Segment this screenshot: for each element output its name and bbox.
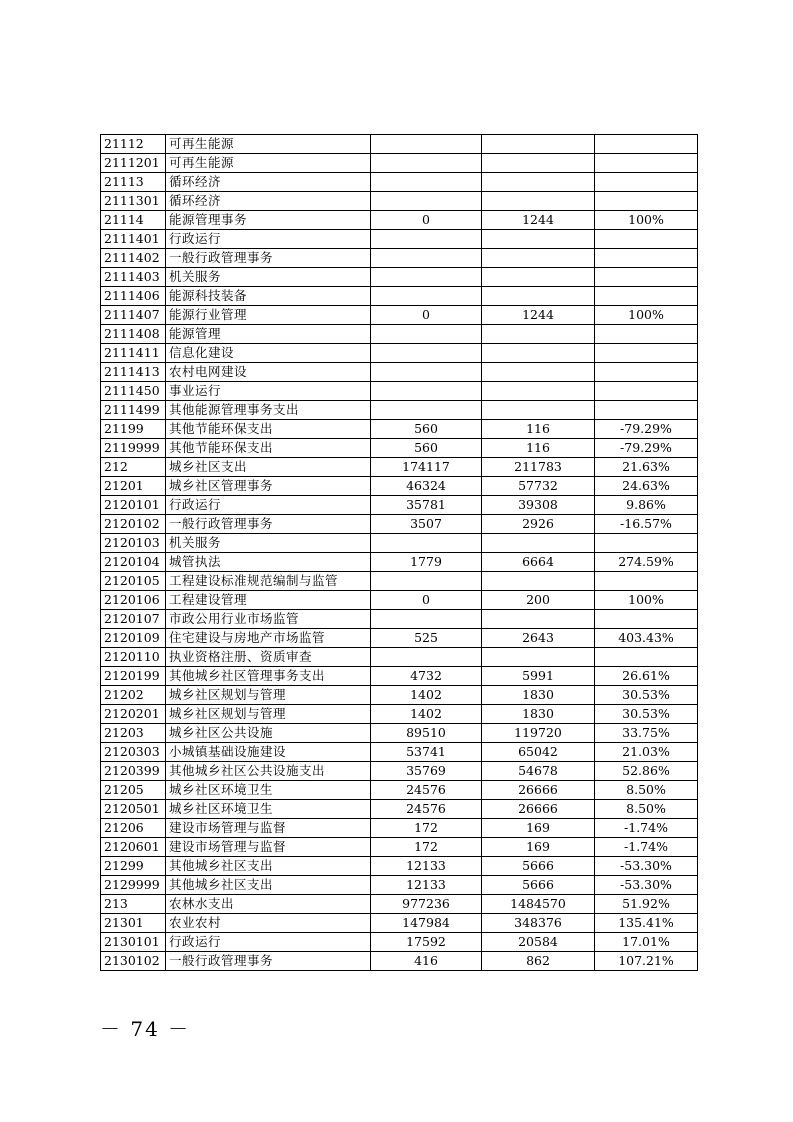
code-cell: 2120303 xyxy=(101,743,166,762)
table-row xyxy=(101,705,698,724)
code-cell: 21206 xyxy=(101,819,166,838)
table-row xyxy=(101,800,698,819)
name-cell: 可再生能源 xyxy=(166,154,371,173)
change-cell xyxy=(595,154,698,173)
table-row xyxy=(101,173,698,192)
name-cell: 城乡社区规划与管理 xyxy=(166,705,371,724)
change-cell xyxy=(595,610,698,629)
value-cell-1 xyxy=(371,401,482,420)
code-cell: 2111201 xyxy=(101,154,166,173)
value-cell-2: 862 xyxy=(482,952,595,971)
name-cell: 行政运行 xyxy=(166,496,371,515)
code-cell: 2111499 xyxy=(101,401,166,420)
value-cell-1: 12133 xyxy=(371,857,482,876)
name-cell: 其他能源管理事务支出 xyxy=(166,401,371,420)
value-cell-2: 169 xyxy=(482,819,595,838)
name-cell: 能源管理事务 xyxy=(166,211,371,230)
code-cell: 2111406 xyxy=(101,287,166,306)
table-row xyxy=(101,838,698,857)
value-cell-1: 35769 xyxy=(371,762,482,781)
table-row xyxy=(101,572,698,591)
value-cell-2: 1244 xyxy=(482,306,595,325)
name-cell: 工程建设标准规范编制与监管 xyxy=(166,572,371,591)
name-cell: 工程建设管理 xyxy=(166,591,371,610)
value-cell-2: 116 xyxy=(482,439,595,458)
name-cell: 一般行政管理事务 xyxy=(166,952,371,971)
table-row xyxy=(101,325,698,344)
table-row xyxy=(101,952,698,971)
value-cell-2 xyxy=(482,534,595,553)
name-cell: 农林水支出 xyxy=(166,895,371,914)
code-cell: 2120601 xyxy=(101,838,166,857)
change-cell xyxy=(595,249,698,268)
name-cell: 农业农村 xyxy=(166,914,371,933)
change-cell xyxy=(595,572,698,591)
value-cell-1: 1779 xyxy=(371,553,482,572)
name-cell: 其他城乡社区管理事务支出 xyxy=(166,667,371,686)
table-row xyxy=(101,534,698,553)
name-cell: 城乡社区规划与管理 xyxy=(166,686,371,705)
value-cell-2: 2926 xyxy=(482,515,595,534)
name-cell: 其他节能环保支出 xyxy=(166,439,371,458)
value-cell-1: 560 xyxy=(371,439,482,458)
code-cell: 21113 xyxy=(101,173,166,192)
table-row xyxy=(101,895,698,914)
change-cell: -53.30% xyxy=(595,857,698,876)
code-cell: 21205 xyxy=(101,781,166,800)
change-cell: 30.53% xyxy=(595,705,698,724)
table-row xyxy=(101,420,698,439)
value-cell-1: 17592 xyxy=(371,933,482,952)
value-cell-2: 57732 xyxy=(482,477,595,496)
change-cell xyxy=(595,192,698,211)
table-row xyxy=(101,439,698,458)
value-cell-2: 169 xyxy=(482,838,595,857)
value-cell-2 xyxy=(482,401,595,420)
code-cell: 2130102 xyxy=(101,952,166,971)
value-cell-1: 172 xyxy=(371,838,482,857)
value-cell-1: 46324 xyxy=(371,477,482,496)
value-cell-1: 1402 xyxy=(371,686,482,705)
name-cell: 机关服务 xyxy=(166,534,371,553)
code-cell: 2111407 xyxy=(101,306,166,325)
code-cell: 21199 xyxy=(101,420,166,439)
value-cell-2: 6664 xyxy=(482,553,595,572)
table-row xyxy=(101,287,698,306)
table-row xyxy=(101,344,698,363)
name-cell: 能源行业管理 xyxy=(166,306,371,325)
table-row xyxy=(101,154,698,173)
table-row xyxy=(101,515,698,534)
value-cell-2: 26666 xyxy=(482,800,595,819)
change-cell: 274.59% xyxy=(595,553,698,572)
value-cell-2 xyxy=(482,610,595,629)
change-cell: 26.61% xyxy=(595,667,698,686)
value-cell-1: 89510 xyxy=(371,724,482,743)
name-cell: 行政运行 xyxy=(166,230,371,249)
value-cell-2: 211783 xyxy=(482,458,595,477)
code-cell: 213 xyxy=(101,895,166,914)
table-row xyxy=(101,192,698,211)
table-row xyxy=(101,914,698,933)
value-cell-1 xyxy=(371,382,482,401)
table-row xyxy=(101,933,698,952)
table-row xyxy=(101,629,698,648)
table-row xyxy=(101,724,698,743)
value-cell-2 xyxy=(482,572,595,591)
table-row xyxy=(101,268,698,287)
value-cell-1: 24576 xyxy=(371,781,482,800)
change-cell xyxy=(595,344,698,363)
value-cell-1 xyxy=(371,287,482,306)
value-cell-1 xyxy=(371,268,482,287)
change-cell xyxy=(595,230,698,249)
name-cell: 循环经济 xyxy=(166,192,371,211)
value-cell-2: 65042 xyxy=(482,743,595,762)
value-cell-1: 416 xyxy=(371,952,482,971)
change-cell: 21.03% xyxy=(595,743,698,762)
table-row xyxy=(101,249,698,268)
table-row xyxy=(101,230,698,249)
name-cell: 行政运行 xyxy=(166,933,371,952)
value-cell-2 xyxy=(482,230,595,249)
value-cell-2 xyxy=(482,287,595,306)
value-cell-1 xyxy=(371,534,482,553)
name-cell: 城乡社区管理事务 xyxy=(166,477,371,496)
value-cell-1 xyxy=(371,648,482,667)
name-cell: 可再生能源 xyxy=(166,135,371,154)
change-cell: 17.01% xyxy=(595,933,698,952)
change-cell: 52.86% xyxy=(595,762,698,781)
value-cell-2 xyxy=(482,192,595,211)
value-cell-2 xyxy=(482,154,595,173)
name-cell: 市政公用行业市场监管 xyxy=(166,610,371,629)
page-number: － 74 － xyxy=(100,1017,191,1041)
value-cell-2: 20584 xyxy=(482,933,595,952)
change-cell xyxy=(595,325,698,344)
change-cell: 403.43% xyxy=(595,629,698,648)
table-row xyxy=(101,667,698,686)
table-row xyxy=(101,610,698,629)
value-cell-1: 172 xyxy=(371,819,482,838)
change-cell: 100% xyxy=(595,306,698,325)
change-cell xyxy=(595,173,698,192)
value-cell-1: 174117 xyxy=(371,458,482,477)
value-cell-2: 39308 xyxy=(482,496,595,515)
value-cell-2 xyxy=(482,268,595,287)
value-cell-1 xyxy=(371,249,482,268)
change-cell xyxy=(595,401,698,420)
code-cell: 212 xyxy=(101,458,166,477)
code-cell: 2120103 xyxy=(101,534,166,553)
table-row xyxy=(101,781,698,800)
change-cell xyxy=(595,287,698,306)
value-cell-2 xyxy=(482,325,595,344)
code-cell: 2111413 xyxy=(101,363,166,382)
table-row xyxy=(101,496,698,515)
name-cell: 城管执法 xyxy=(166,553,371,572)
budget-table xyxy=(100,134,698,971)
table-row xyxy=(101,135,698,154)
value-cell-2: 1830 xyxy=(482,705,595,724)
code-cell: 2111403 xyxy=(101,268,166,287)
table-row xyxy=(101,382,698,401)
table-row xyxy=(101,743,698,762)
value-cell-2: 1244 xyxy=(482,211,595,230)
change-cell xyxy=(595,648,698,667)
value-cell-2 xyxy=(482,249,595,268)
value-cell-1 xyxy=(371,610,482,629)
change-cell: 8.50% xyxy=(595,781,698,800)
value-cell-1: 3507 xyxy=(371,515,482,534)
code-cell: 2111402 xyxy=(101,249,166,268)
change-cell xyxy=(595,268,698,287)
table-body xyxy=(101,135,698,971)
change-cell: -79.29% xyxy=(595,420,698,439)
code-cell: 2111450 xyxy=(101,382,166,401)
change-cell: 135.41% xyxy=(595,914,698,933)
code-cell: 2120102 xyxy=(101,515,166,534)
table-row xyxy=(101,458,698,477)
code-cell: 21299 xyxy=(101,857,166,876)
name-cell: 能源管理 xyxy=(166,325,371,344)
code-cell: 2120101 xyxy=(101,496,166,515)
code-cell: 21112 xyxy=(101,135,166,154)
code-cell: 2120399 xyxy=(101,762,166,781)
change-cell: 33.75% xyxy=(595,724,698,743)
change-cell: 24.63% xyxy=(595,477,698,496)
value-cell-1: 35781 xyxy=(371,496,482,515)
change-cell: 8.50% xyxy=(595,800,698,819)
change-cell xyxy=(595,135,698,154)
value-cell-1 xyxy=(371,344,482,363)
code-cell: 2111301 xyxy=(101,192,166,211)
value-cell-1: 53741 xyxy=(371,743,482,762)
value-cell-1 xyxy=(371,325,482,344)
name-cell: 住宅建设与房地产市场监管 xyxy=(166,629,371,648)
value-cell-1 xyxy=(371,173,482,192)
code-cell: 2111408 xyxy=(101,325,166,344)
table-row xyxy=(101,553,698,572)
change-cell: -16.57% xyxy=(595,515,698,534)
value-cell-1 xyxy=(371,230,482,249)
code-cell: 2120105 xyxy=(101,572,166,591)
name-cell: 能源科技装备 xyxy=(166,287,371,306)
table-row xyxy=(101,648,698,667)
name-cell: 其他节能环保支出 xyxy=(166,420,371,439)
table-row xyxy=(101,211,698,230)
name-cell: 建设市场管理与监督 xyxy=(166,819,371,838)
code-cell: 21301 xyxy=(101,914,166,933)
value-cell-1: 12133 xyxy=(371,876,482,895)
value-cell-2: 5991 xyxy=(482,667,595,686)
code-cell: 2120501 xyxy=(101,800,166,819)
code-cell: 21202 xyxy=(101,686,166,705)
name-cell: 城乡社区环境卫生 xyxy=(166,800,371,819)
change-cell: -79.29% xyxy=(595,439,698,458)
value-cell-1: 24576 xyxy=(371,800,482,819)
value-cell-1: 525 xyxy=(371,629,482,648)
name-cell: 循环经济 xyxy=(166,173,371,192)
name-cell: 机关服务 xyxy=(166,268,371,287)
code-cell: 2120199 xyxy=(101,667,166,686)
value-cell-1 xyxy=(371,192,482,211)
value-cell-1: 977236 xyxy=(371,895,482,914)
change-cell xyxy=(595,534,698,553)
table-row xyxy=(101,477,698,496)
code-cell: 2120201 xyxy=(101,705,166,724)
table-row xyxy=(101,306,698,325)
name-cell: 城乡社区支出 xyxy=(166,458,371,477)
value-cell-2 xyxy=(482,363,595,382)
name-cell: 其他城乡社区公共设施支出 xyxy=(166,762,371,781)
change-cell: 100% xyxy=(595,211,698,230)
code-cell: 21201 xyxy=(101,477,166,496)
change-cell: 30.53% xyxy=(595,686,698,705)
code-cell: 2119999 xyxy=(101,439,166,458)
value-cell-2: 2643 xyxy=(482,629,595,648)
code-cell: 21203 xyxy=(101,724,166,743)
value-cell-2: 116 xyxy=(482,420,595,439)
code-cell: 2111411 xyxy=(101,344,166,363)
value-cell-2: 1830 xyxy=(482,686,595,705)
name-cell: 城乡社区环境卫生 xyxy=(166,781,371,800)
code-cell: 2120104 xyxy=(101,553,166,572)
value-cell-1: 4732 xyxy=(371,667,482,686)
value-cell-1: 560 xyxy=(371,420,482,439)
name-cell: 农村电网建设 xyxy=(166,363,371,382)
value-cell-1: 0 xyxy=(371,211,482,230)
name-cell: 其他城乡社区支出 xyxy=(166,857,371,876)
name-cell: 建设市场管理与监督 xyxy=(166,838,371,857)
value-cell-2 xyxy=(482,648,595,667)
change-cell xyxy=(595,382,698,401)
name-cell: 其他城乡社区支出 xyxy=(166,876,371,895)
code-cell: 21114 xyxy=(101,211,166,230)
table-row xyxy=(101,762,698,781)
code-cell: 2130101 xyxy=(101,933,166,952)
name-cell: 一般行政管理事务 xyxy=(166,515,371,534)
change-cell: -1.74% xyxy=(595,838,698,857)
code-cell: 2129999 xyxy=(101,876,166,895)
name-cell: 执业资格注册、资质审查 xyxy=(166,648,371,667)
name-cell: 小城镇基础设施建设 xyxy=(166,743,371,762)
value-cell-2: 1484570 xyxy=(482,895,595,914)
change-cell xyxy=(595,363,698,382)
value-cell-2: 119720 xyxy=(482,724,595,743)
value-cell-2 xyxy=(482,344,595,363)
value-cell-1 xyxy=(371,363,482,382)
change-cell: 107.21% xyxy=(595,952,698,971)
value-cell-1: 0 xyxy=(371,591,482,610)
name-cell: 信息化建设 xyxy=(166,344,371,363)
table-row xyxy=(101,363,698,382)
code-cell: 2120107 xyxy=(101,610,166,629)
code-cell: 2120106 xyxy=(101,591,166,610)
table-row xyxy=(101,686,698,705)
value-cell-1: 0 xyxy=(371,306,482,325)
name-cell: 一般行政管理事务 xyxy=(166,249,371,268)
value-cell-2: 5666 xyxy=(482,876,595,895)
value-cell-2 xyxy=(482,382,595,401)
code-cell: 2120109 xyxy=(101,629,166,648)
change-cell: -1.74% xyxy=(595,819,698,838)
value-cell-1 xyxy=(371,135,482,154)
value-cell-2: 200 xyxy=(482,591,595,610)
table-row xyxy=(101,876,698,895)
value-cell-1 xyxy=(371,572,482,591)
value-cell-2: 26666 xyxy=(482,781,595,800)
name-cell: 事业运行 xyxy=(166,382,371,401)
value-cell-2: 54678 xyxy=(482,762,595,781)
value-cell-2: 5666 xyxy=(482,857,595,876)
change-cell: 9.86% xyxy=(595,496,698,515)
value-cell-1: 147984 xyxy=(371,914,482,933)
table-row xyxy=(101,591,698,610)
change-cell: 100% xyxy=(595,591,698,610)
table-row xyxy=(101,401,698,420)
code-cell: 2120110 xyxy=(101,648,166,667)
name-cell: 城乡社区公共设施 xyxy=(166,724,371,743)
value-cell-1 xyxy=(371,154,482,173)
table-row xyxy=(101,857,698,876)
change-cell: 51.92% xyxy=(595,895,698,914)
change-cell: 21.63% xyxy=(595,458,698,477)
code-cell: 2111401 xyxy=(101,230,166,249)
value-cell-1: 1402 xyxy=(371,705,482,724)
value-cell-2 xyxy=(482,173,595,192)
value-cell-2: 348376 xyxy=(482,914,595,933)
value-cell-2 xyxy=(482,135,595,154)
table-row xyxy=(101,819,698,838)
change-cell: -53.30% xyxy=(595,876,698,895)
